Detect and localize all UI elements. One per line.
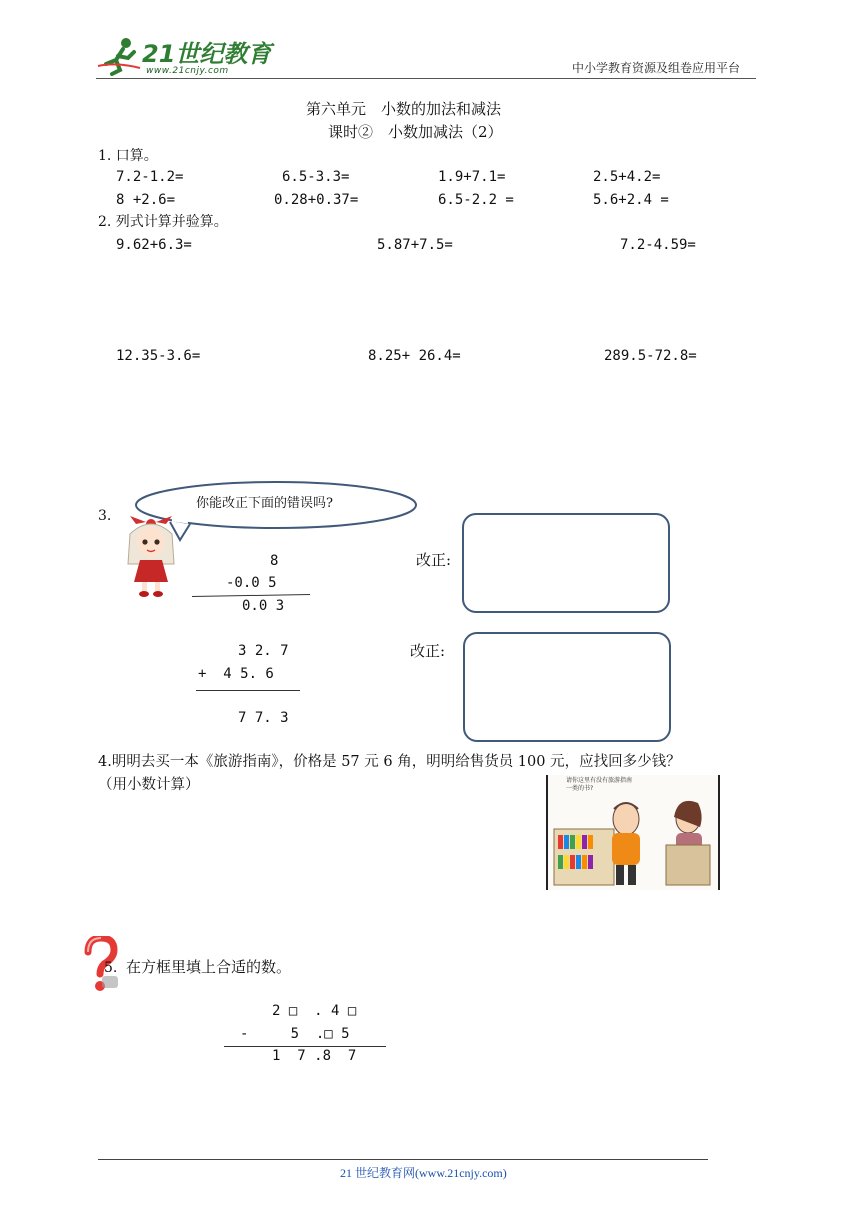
q3-p1-correct-label: 改正: <box>416 551 452 569</box>
q3-p1-result: 0.0 3 <box>242 598 285 614</box>
header-rule <box>96 78 756 79</box>
q4-text-line2: （用小数计算） <box>98 777 200 793</box>
girl-cartoon-icon <box>122 514 180 598</box>
q1-item: 7.2-1.2= <box>116 169 184 185</box>
q3-p2-result: 7 7. 3 <box>238 710 289 726</box>
q3-p2-rule <box>196 690 300 691</box>
footer-rule <box>98 1159 708 1160</box>
q5-result: 1 7 .8 7 <box>272 1048 357 1064</box>
logo-text: 21世纪教育 <box>142 40 272 68</box>
q2-heading: 2. 列式计算并验算。 <box>98 214 228 230</box>
q1-item: 8 +2.6= <box>116 192 176 208</box>
q5-number: 5. <box>104 960 118 976</box>
q1-item: 6.5-3.3= <box>282 169 350 185</box>
q2-item: 12.35-3.6= <box>116 348 201 364</box>
q3-p2-answer-box[interactable] <box>463 632 671 742</box>
q1-item: 5.6+2.4 = <box>593 192 669 208</box>
q5-text: 在方框里填上合适的数。 <box>126 958 292 976</box>
q1-item: 1.9+7.1= <box>438 169 506 185</box>
q3-p2-line2: + 4 5. 6 <box>198 666 274 682</box>
title-line1: 第六单元 小数的加法和减法 <box>306 100 502 118</box>
q2-item: 7.2-4.59= <box>620 237 696 253</box>
logo-runner-icon <box>96 36 144 76</box>
q1-heading: 1. 口算。 <box>98 148 158 164</box>
q4-text-line1: 4.明明去买一本《旅游指南》，价格是 57 元 6 角，明明给售货员 100 元，应找回多少钱？ <box>98 754 681 770</box>
q1-item: 2.5+4.2= <box>593 169 661 185</box>
q3-p2-line1: 3 2. 7 <box>238 643 289 659</box>
q3-p1-line2: -0.0 5 <box>226 575 277 591</box>
footer-text[interactable]: 21 世纪教育网(www.21cnjy.com) <box>340 1166 507 1180</box>
q3-p1-rule <box>192 594 310 597</box>
platform-name: 中小学教育资源及组卷应用平台 <box>572 61 741 75</box>
q5-line1: 2 □ . 4 □ <box>272 1003 357 1019</box>
bookstore-scene-icon <box>548 775 718 890</box>
bubble-text: 你能改正下面的错误吗? <box>196 496 333 511</box>
q3-p1-answer-box[interactable] <box>462 513 670 613</box>
q1-item: 6.5-2.2 = <box>438 192 514 208</box>
q2-item: 289.5-72.8= <box>604 348 697 364</box>
illustration-caption: 请你这里有没有旅游指南一类的书? <box>566 777 633 792</box>
q3-p2-correct-label: 改正: <box>410 642 446 660</box>
logo-url: www.21cnjy.com <box>146 66 229 76</box>
bookstore-illustration <box>546 775 720 890</box>
q1-item: 0.28+0.37= <box>274 192 359 208</box>
q2-item: 5.87+7.5= <box>377 237 453 253</box>
q2-item: 8.25+ 26.4= <box>368 348 461 364</box>
q2-item: 9.62+6.3= <box>116 237 192 253</box>
q5-line2: - 5 .□ 5 <box>240 1026 350 1042</box>
q3-p1-line1: 8 <box>270 553 279 569</box>
q5-rule <box>224 1046 386 1047</box>
q3-number: 3. <box>98 508 112 524</box>
title-line2: 课时② 小数加减法（2） <box>328 123 503 141</box>
